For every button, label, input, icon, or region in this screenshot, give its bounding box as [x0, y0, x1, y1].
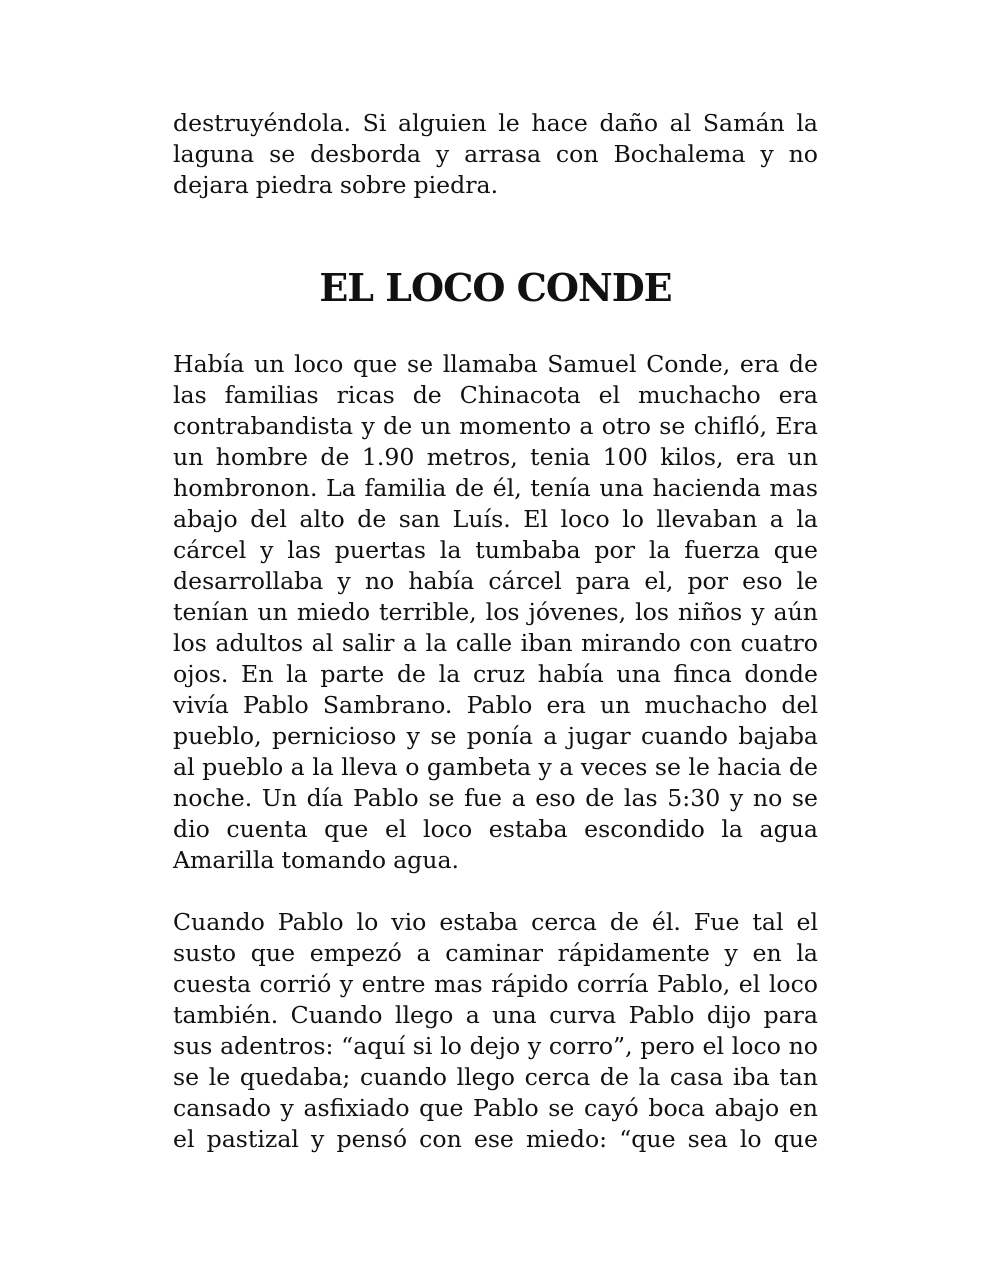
document-page: [173, 108, 818, 1155]
story-paragraph-1: Había un loco que se llamaba Samuel Conde, era de las familias ricas de Chinacota el muchacho era contrabandista y de un momento a otro se chifló, Era un hombre de 1.90 metros, tenia 100 kilos, era un hombronon. La familia de él, tenía una hacienda mas abajo del alto de san Luís. El loco lo llevaban a la cárcel y las puertas la tumbaba por la fuerza que desarrollaba y no había cárcel para el, por eso le tenían un miedo terrible, los jóvenes, los niños y aún los adultos al salir a la calle iban mirando con cuatro ojos. En la parte de la cruz había una finca donde vivía Pablo Sambrano. Pablo era un muchacho del pueblo, pernicioso y se ponía a jugar cuando bajaba al pueblo a la lleva o gambeta y a veces se le hacia de noche. Un día Pablo se fue a eso de las 5:30 y no se dio cuenta que el loco estaba escondido la agua Amarilla tomando agua.: [173, 350, 818, 874]
story-paragraph-2: Cuando Pablo lo vio estaba cerca de él. Fue tal el susto que empezó a caminar rápidamente y en la cuesta corrió y entre mas rápido corría Pablo, el loco también. Cuando llego a una curva Pablo dijo para sus adentros: “aquí si lo dejo y corro”, pero el loco no se le quedaba; cuando llego cerca de la casa iba tan cansado y asfixiado que Pablo se cayó boca abajo en el pastizal y pensó con ese miedo: “que sea lo que: [173, 908, 818, 1153]
continued-paragraph: destruyéndola. Si alguien le hace daño al Samán la laguna se desborda y arrasa con Bochalema y no dejara piedra sobre piedra.: [173, 109, 818, 199]
story-title: EL LOCO CONDE: [319, 265, 672, 310]
